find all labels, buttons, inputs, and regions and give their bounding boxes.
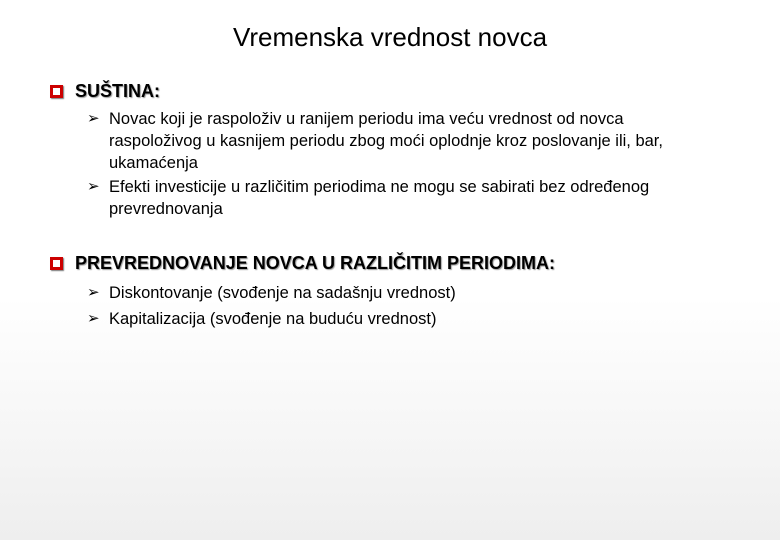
list-item-text: Efekti investicije u različitim periodima ne mogu se sabirati bez određenog prevrednovanja — [109, 178, 650, 218]
list-item-text: Diskontovanje (svođenje na sadašnju vrednost) — [109, 284, 456, 302]
section-heading — [50, 78, 750, 104]
arrow-bullet-icon: ➢ — [87, 110, 100, 127]
bullet-list — [50, 108, 750, 220]
list-item — [87, 308, 750, 330]
bullet-list — [50, 282, 750, 330]
list-item — [87, 282, 750, 304]
list-item — [87, 108, 750, 174]
slide-title: Vremenska vrednost novca — [232, 22, 548, 52]
section-essence — [50, 78, 750, 222]
list-item-text: Kapitalizacija (svođenje na buduću vrednost) — [109, 310, 437, 328]
section-heading — [50, 250, 750, 276]
list-item-text: Novac koji je raspoloživ u ranijem periodu ima veću vrednost od novca raspoloživog u kasnijem periodu zbog moći oplodnje kroz poslovanje ili, bar, ukamaćenja — [109, 110, 663, 172]
arrow-bullet-icon: ➢ — [87, 310, 100, 327]
checkbox-bullet-icon — [50, 257, 63, 270]
arrow-bullet-icon: ➢ — [87, 284, 100, 301]
section-revaluation — [50, 250, 750, 334]
list-item — [87, 176, 750, 220]
section-heading-text: SUŠTINA: — [75, 80, 160, 101]
section-heading-text: PREVREDNOVANJE NOVCA U RAZLIČITIM PERIODIMA: — [75, 252, 556, 273]
arrow-bullet-icon: ➢ — [87, 178, 100, 195]
checkbox-bullet-icon — [50, 85, 63, 98]
